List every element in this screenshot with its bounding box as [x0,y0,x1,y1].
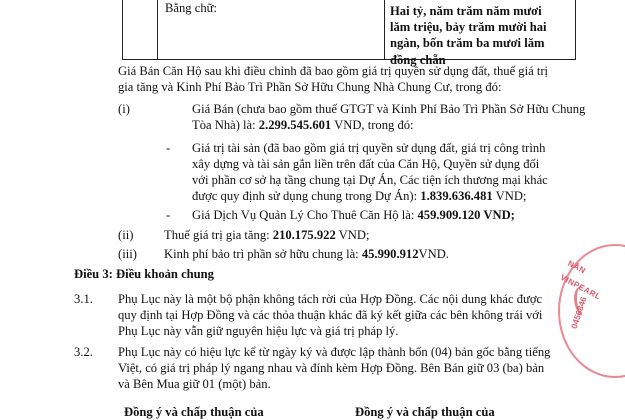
table-divider [157,0,158,60]
table-divider [384,0,385,60]
item-text: Giá Bán (chưa bao gồm thuế GTGT và Kinh Phí Bảo Trì Phần Sở Hữu Chung [192,102,586,116]
clause-text: quy định tại Hợp Đồng và các thỏa thuận khác đã ký kết giữa các bên không trái với [118,308,543,322]
item-text: Tòa Nhà) là: 2.299.545.601 VND, trong đó: [192,118,414,132]
clause-number: 3.2. [74,345,93,359]
stamp-number: 0456846 [568,295,589,331]
item-text: Thuế giá trị gia tăng: 210.175.922 VND; [164,228,370,242]
sub-item-text: Giá trị tài sản (đã bao gồm giá trị quyền sử dụng đất, giá trị công trình [192,141,546,155]
sub-item-text: được quy định sử dụng chung trong Dự Án): 1.839.636.481 VND; [192,189,527,203]
bullet-dash: - [166,208,171,222]
item-number: (iii) [118,247,137,261]
amount-in-words-value: Hai tỷ, năm trăm năm mươi lăm triệu, bảy trăm mười hai ngàn, bốn trăm ba mươi lăm đồng chẵn [390,4,547,67]
item-number: (ii) [118,228,134,242]
item-text: Kinh phí bảo trì phần sở hữu chung là: 45.990.912VND. [164,247,449,261]
intro-line: Giá Bán Căn Hộ sau khi điều chỉnh đã bao gồm giá trị quyền sử dụng đất, thuế giá trị [118,64,549,78]
article-heading: Điều 3: Điều khoản chung [74,267,214,281]
clause-text: Phụ Lục này là một bộ phận không tách rời của Hợp Đồng. Các nội dung khác được [118,292,543,306]
bullet-dash: - [166,141,171,155]
signature-label-left: Đồng ý và chấp thuận của [124,405,264,419]
sub-item-text: với phần cơ sở hạ tầng chung tại Dự Án, Các tiện ích thương mại khác [192,173,548,187]
sub-item-text: xây dựng và tài sản gắn liền trên đất của Căn Hộ, Quyền sử dụng đối [192,157,540,171]
sale-price-amount: 2.299.545.601 [258,118,332,132]
clause-text: Phụ Lục này vẫn giữ nguyên hiệu lực và giá trị pháp lý. [118,324,399,338]
service-fee-amount: 459.909.120 VND; [417,208,515,222]
amount-in-words-label: Bằng chữ: [165,1,217,15]
clause-number: 3.1. [74,292,93,306]
maintenance-fee-amount: 45.990.912 [361,247,419,261]
intro-line: gia tăng và Kinh Phí Bảo Trì Phần Sở Hữu Chung Nhà Chung Cư, trong đó: [118,80,502,94]
stamp-text: NẮN VINPEARL [558,258,603,302]
clause-text: và Bên Mua giữ 01 (một) bản. [118,377,271,391]
clause-text: Việt, có giá trị pháp lý ngang nhau và đính kèm Hợp Đồng. Bên Bán giữ 03 (ba) bản [118,361,545,375]
signature-label-right: Đồng ý và chấp thuận của [355,405,495,419]
item-number: (i) [118,102,130,116]
sub-item-text: Giá Dịch Vụ Quản Lý Cho Thuê Căn Hộ là: 459.909.120 VND; [192,208,515,222]
vat-amount: 210.175.922 [272,228,336,242]
clause-text: Phụ Lục này có hiệu lực kể từ ngày ký và được lập thành bốn (04) bản gốc bằng tiếng [118,345,551,359]
asset-value-amount: 1.839.636.481 [420,189,493,203]
